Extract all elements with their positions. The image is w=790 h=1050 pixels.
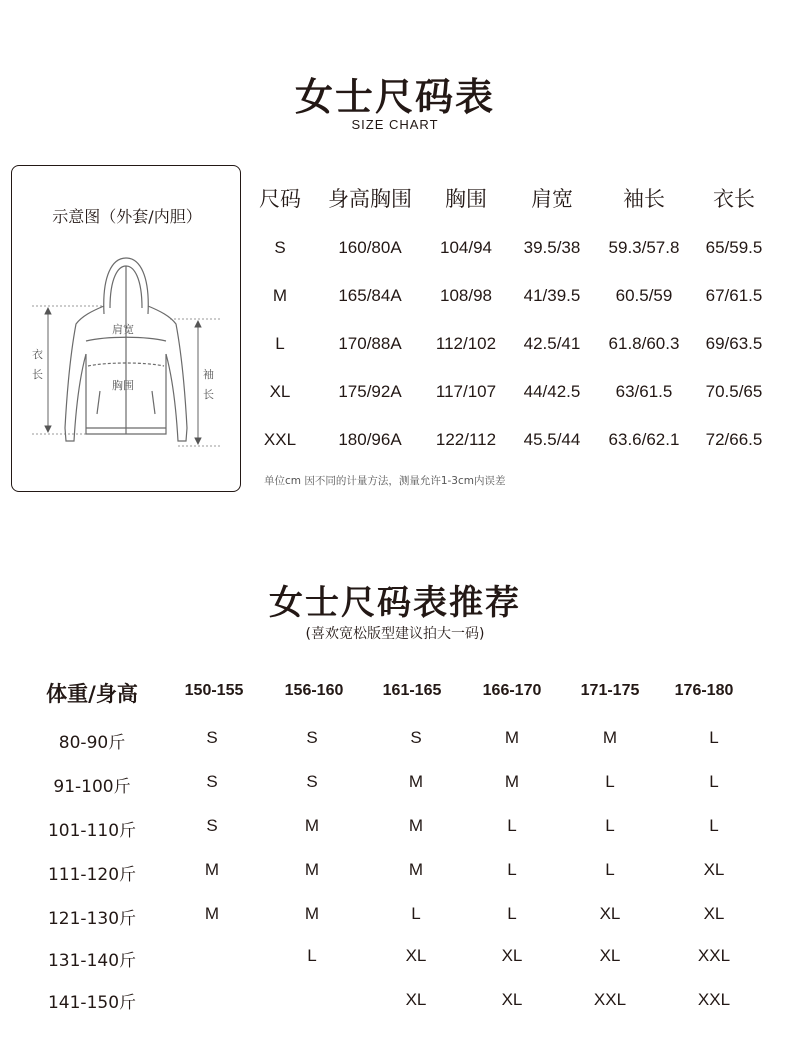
size-cell: L bbox=[709, 816, 719, 835]
size-cell: XXL bbox=[697, 946, 731, 965]
shoulder-cell: 45.5/44 bbox=[523, 430, 581, 449]
height-header: 161-165 bbox=[382, 682, 442, 699]
size-cell: M bbox=[408, 772, 424, 791]
size-cell: XXL bbox=[697, 990, 731, 1009]
size-cell: L bbox=[507, 904, 517, 923]
jacket-diagram-panel bbox=[11, 165, 241, 492]
size-cell: S bbox=[410, 728, 422, 747]
size-chart-title: 女士尺码表 bbox=[294, 75, 495, 119]
weight-label: 80-90斤 bbox=[58, 733, 126, 753]
weight-label: 121-130斤 bbox=[47, 909, 137, 929]
shoulder-cell: 44/42.5 bbox=[523, 382, 581, 401]
size-cell: XXL bbox=[593, 990, 627, 1009]
size-cell: M bbox=[272, 286, 288, 305]
weight-label: 131-140斤 bbox=[47, 951, 137, 971]
height-header: 150-155 bbox=[184, 682, 244, 699]
height-chest-cell: 170/88A bbox=[338, 334, 402, 353]
header-size: 尺码 bbox=[259, 187, 301, 211]
chest-cell: 108/98 bbox=[440, 286, 492, 305]
size-cell: L bbox=[275, 334, 285, 353]
header-shoulder: 肩宽 bbox=[531, 187, 573, 211]
size-cell: M bbox=[204, 860, 220, 879]
height-chest-cell: 160/80A bbox=[338, 238, 402, 257]
header-sleeve: 袖长 bbox=[623, 187, 665, 211]
size-cell: L bbox=[709, 772, 719, 791]
size-cell: M bbox=[304, 860, 320, 879]
shoulder-cell: 42.5/41 bbox=[523, 334, 581, 353]
size-cell: S bbox=[206, 816, 218, 835]
size-cell: S bbox=[274, 238, 286, 257]
size-cell: M bbox=[504, 728, 520, 747]
sleeve-cell: 63.6/62.1 bbox=[608, 430, 680, 449]
size-cell: S bbox=[306, 728, 318, 747]
sleeve-cell: 61.8/60.3 bbox=[608, 334, 680, 353]
height-chest-cell: 175/92A bbox=[338, 382, 402, 401]
size-cell: L bbox=[605, 816, 615, 835]
sleeve-length-label-1: 袖 bbox=[203, 368, 214, 381]
sleeve-cell: 63/61.5 bbox=[615, 382, 673, 401]
size-cell: L bbox=[605, 860, 615, 879]
header-height-chest: 身高胸围 bbox=[328, 187, 412, 211]
weight-label: 141-150斤 bbox=[47, 993, 137, 1013]
size-cell: XL bbox=[405, 990, 427, 1009]
size-cell: XXL bbox=[263, 430, 297, 449]
diagram-label: 示意图（外套/内胆） bbox=[52, 207, 202, 226]
size-cell: M bbox=[504, 772, 520, 791]
size-cell: S bbox=[306, 772, 318, 791]
size-cell: XL bbox=[501, 946, 523, 965]
sleeve-cell: 60.5/59 bbox=[615, 286, 673, 305]
length-cell: 65/59.5 bbox=[705, 238, 763, 257]
size-cell: L bbox=[307, 946, 317, 965]
weight-height-corner-label: 体重/身高 bbox=[46, 682, 138, 706]
height-header: 166-170 bbox=[482, 682, 542, 699]
header-chest: 胸围 bbox=[445, 187, 487, 211]
shoulder-cell: 41/39.5 bbox=[523, 286, 581, 305]
size-cell: XL bbox=[599, 904, 621, 923]
header-length: 衣长 bbox=[713, 187, 755, 211]
size-cell: L bbox=[411, 904, 421, 923]
height-header: 171-175 bbox=[580, 682, 640, 699]
body-length-label-1: 衣 bbox=[32, 348, 43, 361]
recommendation-title: 女士尺码表推荐 bbox=[269, 583, 521, 623]
height-header: 176-180 bbox=[674, 682, 734, 699]
size-cell: S bbox=[206, 728, 218, 747]
size-cell: M bbox=[304, 816, 320, 835]
sleeve-cell: 59.3/57.8 bbox=[608, 238, 680, 257]
height-header: 156-160 bbox=[284, 682, 344, 699]
size-cell: M bbox=[204, 904, 220, 923]
size-cell: XL bbox=[269, 382, 291, 401]
length-cell: 72/66.5 bbox=[705, 430, 763, 449]
size-cell: L bbox=[507, 816, 517, 835]
chest-label: 胸围 bbox=[112, 379, 134, 392]
chest-cell: 104/94 bbox=[440, 238, 492, 257]
size-chart-subtitle: SIZE CHART bbox=[351, 117, 439, 132]
size-cell: XL bbox=[703, 904, 725, 923]
measurement-note: 单位cm 因不同的计量方法，测量允许1-3cm内误差 bbox=[264, 475, 506, 487]
shoulder-width-label: 肩宽 bbox=[112, 323, 134, 336]
length-cell: 69/63.5 bbox=[705, 334, 763, 353]
size-cell: XL bbox=[599, 946, 621, 965]
chest-cell: 122/112 bbox=[435, 430, 497, 449]
size-cell: M bbox=[602, 728, 618, 747]
size-cell: XL bbox=[703, 860, 725, 879]
size-cell: L bbox=[605, 772, 615, 791]
weight-label: 111-120斤 bbox=[47, 865, 137, 885]
weight-label: 91-100斤 bbox=[53, 777, 131, 797]
chest-cell: 112/102 bbox=[435, 334, 497, 353]
height-chest-cell: 165/84A bbox=[338, 286, 402, 305]
length-cell: 70.5/65 bbox=[705, 382, 763, 401]
size-cell: L bbox=[709, 728, 719, 747]
height-chest-cell: 180/96A bbox=[338, 430, 402, 449]
size-cell: S bbox=[206, 772, 218, 791]
length-cell: 67/61.5 bbox=[705, 286, 763, 305]
size-cell: M bbox=[304, 904, 320, 923]
size-cell: XL bbox=[501, 990, 523, 1009]
size-cell: L bbox=[507, 860, 517, 879]
body-length-label-2: 长 bbox=[32, 368, 43, 381]
size-cell: M bbox=[408, 860, 424, 879]
weight-label: 101-110斤 bbox=[47, 821, 137, 841]
sleeve-length-label-2: 长 bbox=[203, 388, 214, 401]
size-cell: M bbox=[408, 816, 424, 835]
recommendation-subtitle: (喜欢宽松版型建议拍大一码) bbox=[305, 626, 485, 642]
size-cell: XL bbox=[405, 946, 427, 965]
shoulder-cell: 39.5/38 bbox=[523, 238, 581, 257]
chest-cell: 117/107 bbox=[435, 382, 497, 401]
